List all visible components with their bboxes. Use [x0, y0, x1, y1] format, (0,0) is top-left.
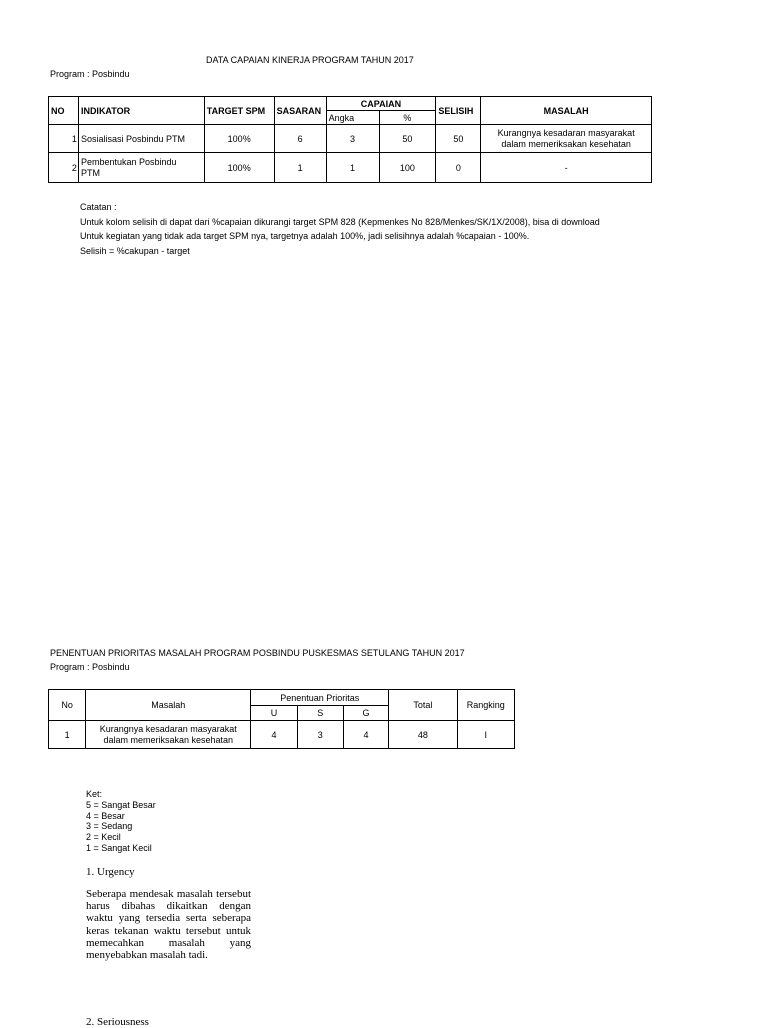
- row-no: 2: [49, 153, 79, 183]
- header-angka: Angka: [326, 111, 379, 125]
- seriousness-heading: 2. Seriousness: [86, 1016, 149, 1028]
- header-capaian: CAPAIAN: [326, 97, 436, 111]
- page-title: DATA CAPAIAN KINERJA PROGRAM TAHUN 2017: [206, 55, 414, 65]
- row-angka: 3: [326, 125, 379, 153]
- ket-legend: [86, 789, 156, 854]
- ket-item: 1 = Sangat Kecil: [86, 842, 152, 853]
- header-rangking: Rangking: [457, 690, 514, 721]
- program-label: Program : Posbindu: [50, 69, 130, 79]
- notes-line: Untuk kegiatan yang tidak ada target SPM nya, targetnya adalah 100%, jadi selisihnya adalah %capaian - 100%.: [80, 231, 530, 241]
- row-persen: 100: [379, 153, 436, 183]
- header-masalah: MASALAH: [481, 97, 652, 125]
- row-sasaran: 1: [274, 153, 326, 183]
- row-indikator: Pembentukan Posbindu PTM: [78, 153, 204, 183]
- row-sasaran: 6: [274, 125, 326, 153]
- row-indikator: Sosialisasi Posbindu PTM: [78, 125, 204, 153]
- row-selisih: 0: [436, 153, 481, 183]
- row-no: 1: [49, 721, 86, 749]
- row-masalah: Kurangnya kesadaran masyarakat dalam memeriksakan kesehatan: [86, 721, 251, 749]
- notes-heading: Catatan :: [80, 202, 117, 212]
- table-row: [49, 721, 515, 749]
- ket-item: 3 = Sedang: [86, 821, 133, 832]
- row-target: 100%: [204, 125, 274, 153]
- row-target: 100%: [204, 153, 274, 183]
- row-rangking: I: [457, 721, 514, 749]
- row-u: 4: [251, 721, 297, 749]
- header-no: No: [49, 690, 86, 721]
- row-masalah: -: [481, 153, 652, 183]
- ket-heading: Ket:: [86, 789, 103, 799]
- header-no: NO: [49, 97, 79, 125]
- header-persen: %: [379, 111, 436, 125]
- notes-line: Selisih = %cakupan - target: [80, 245, 190, 256]
- notes-block: [80, 200, 600, 258]
- table-row: [49, 153, 652, 183]
- header-masalah: Masalah: [86, 690, 251, 721]
- row-s: 3: [297, 721, 343, 749]
- header-u: U: [251, 706, 297, 721]
- program-label: Program : Posbindu: [50, 662, 130, 672]
- prioritas-table: [48, 689, 515, 749]
- urgency-paragraph: Seberapa mendesak masalah tersebut harus dibahas dikaitkan dengan waktu yang tersedia serta seberapa keras tekanan waktu tersebut untuk memecahkan masalah yang menyebabkan masalah tadi.: [86, 888, 251, 962]
- capaian-table: [48, 96, 652, 183]
- header-s: S: [297, 706, 343, 721]
- urgency-heading: 1. Urgency: [86, 866, 135, 878]
- ket-item: 2 = Kecil: [86, 832, 121, 843]
- row-no: 1: [49, 125, 79, 153]
- header-sasaran: SASARAN: [274, 97, 326, 125]
- row-masalah: Kurangnya kesadaran masyarakat dalam memeriksakan kesehatan: [481, 125, 652, 153]
- row-g: 4: [343, 721, 388, 749]
- row-total: 48: [389, 721, 457, 749]
- notes-line: Untuk kolom selisih di dapat dari %capaian dikurangi target SPM 828 (Kepmenkes No 828/Menkes/SK/1X/2008), bisa di download: [80, 216, 600, 227]
- section-title: PENENTUAN PRIORITAS MASALAH PROGRAM POSBINDU PUSKESMAS SETULANG TAHUN 2017: [50, 648, 465, 658]
- header-penentuan-prioritas: Penentuan Prioritas: [251, 690, 389, 706]
- header-indikator: INDIKATOR: [78, 97, 204, 125]
- header-g: G: [343, 706, 388, 721]
- header-total: Total: [389, 690, 457, 721]
- ket-item: 4 = Besar: [86, 810, 125, 821]
- row-selisih: 50: [436, 125, 481, 153]
- table-row: [49, 125, 652, 153]
- row-persen: 50: [379, 125, 436, 153]
- ket-item: 5 = Sangat Besar: [86, 799, 156, 810]
- header-target-spm: TARGET SPM: [204, 97, 274, 125]
- header-selisih: SELISIH: [436, 97, 481, 125]
- row-angka: 1: [326, 153, 379, 183]
